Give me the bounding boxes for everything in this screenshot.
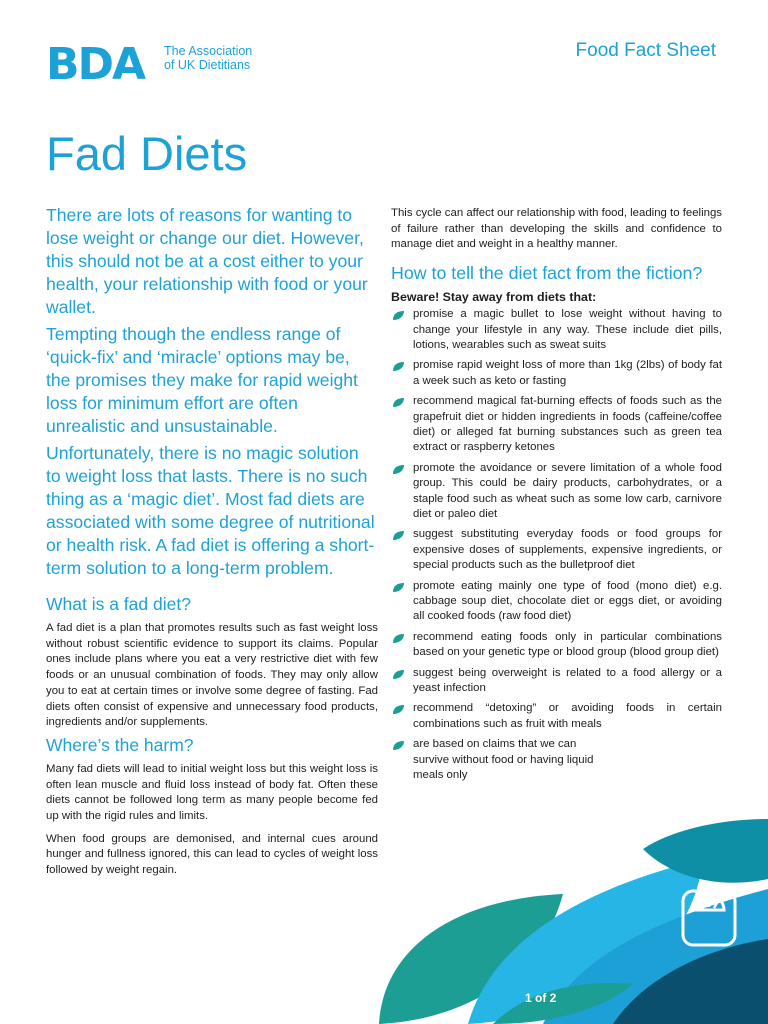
leaf-bullet-icon xyxy=(393,398,404,407)
page-number: 1 of 2 xyxy=(525,991,557,1005)
bda-tagline xyxy=(164,44,284,72)
list-item-text: recommend eating foods only in particular combinations based on your genetic type or blood group (blood group diet) xyxy=(413,630,722,659)
list-item xyxy=(391,666,722,697)
what-is-heading: What is a fad diet? xyxy=(46,594,191,614)
diet-warning-list xyxy=(391,307,722,783)
list-item xyxy=(391,579,722,625)
list-item xyxy=(391,701,722,732)
harm-heading: Where’s the harm? xyxy=(46,734,194,755)
list-item-text: promise rapid weight loss of more than 1kg (2lbs) of body fat a week such as keto or fasting xyxy=(413,359,722,387)
beware-label: Beware! Stay away from diets that: xyxy=(391,290,597,305)
list-item-text: recommend magical fat-burning effects of foods such as the grapefruit diet or hidden ingredients in foods (caffeine/coffee diet) or alleged fat burning substances such as green tea extract or raspberry ketones xyxy=(413,395,722,454)
harm-paragraph-2: When food groups are demonised, and internal cues around hunger and fullness ignored, this can lead to cycles of weight loss followed by weight regain. xyxy=(46,832,378,877)
leaf-bullet-icon xyxy=(393,634,404,643)
what-is-text: A fad diet is a plan that promotes results such as fast weight loss without robust scientific evidence to support its claims. Popular ones include plans where you eat a very restrictive diet with few foods or an unusual combination of foods. They may only allow you to eat at certain times or involve some degree of fasting. Fad diets often consist of expensive and unnecessary food products, ingredients and/or supplements. xyxy=(46,622,378,729)
intro-paragraph-2: Tempting though the endless range of ‘quick-fix’ and ‘miracle’ options may be, the promises they make for rapid weight loss for minimum effort are often unrealistic and unsustainable. xyxy=(46,324,358,436)
leaf-bullet-icon xyxy=(393,705,404,714)
list-item-text: promote the avoidance or severe limitation of a whole food group. This could be dairy products, carbohydrates, or a staple food such as wheat such as some low carb, carnivore diet or paleo diet xyxy=(413,461,722,520)
bda-tagline-line2: of UK Dietitians xyxy=(164,58,251,72)
left-column xyxy=(46,204,378,886)
harm-paragraph-1: Many fad diets will lead to initial weight loss but this weight loss is often lean muscle and fluid loss instead of body fat. Often these diets cannot be followed long term as many people become fed up with the rigid rules and limits. xyxy=(46,762,378,823)
list-item-text: suggest being overweight is related to a food allergy or a yeast infection xyxy=(413,666,722,695)
intro-paragraph-1: There are lots of reasons for wanting to lose weight or change our diet. However, this should not be at a cost either to your health, your relationship with food or your wallet. xyxy=(46,205,368,317)
intro-paragraph-3: Unfortunately, there is no magic solution to weight loss that lasts. There is no such thing as a ‘magic diet’. Most fad diets are associated with some degree of nutritional or health risk. A fad diet is offering a short-term solution to a long-term problem. xyxy=(46,443,375,578)
leaf-bullet-icon xyxy=(393,583,404,592)
bda-tagline-line1: The Association xyxy=(164,44,253,58)
tell-heading: How to tell the diet fact from the fiction? xyxy=(391,263,703,284)
page-title: Fad Diets xyxy=(46,127,248,180)
right-column xyxy=(391,206,722,788)
cycle-text: This cycle can affect our relationship with food, leading to feelings of failure rather than developing the skills and confidence to manage diet and weight in a healthy manner. xyxy=(391,207,722,251)
list-item xyxy=(391,737,597,783)
list-item xyxy=(391,630,722,661)
leaf-bullet-icon xyxy=(393,465,404,474)
bda-logo-mark xyxy=(46,39,145,90)
bda-logo-text: BDA xyxy=(46,39,145,90)
leaf-bullet-icon xyxy=(393,531,404,540)
list-item-text: suggest substituting everyday foods or food groups for expensive doses of supplements, expensive ingredients, or special products such as the bulletproof diet xyxy=(413,528,722,572)
list-item-text: recommend “detoxing” or avoiding foods in certain combinations such as fruit with meals xyxy=(413,702,722,730)
list-item xyxy=(391,527,722,573)
leaf-bullet-icon xyxy=(393,362,404,371)
list-item xyxy=(391,461,722,523)
list-item-text: promise a magic bullet to lose weight without having to change your lifestyle in any way. These include diet pills, lotions, wearables such as sweat suits xyxy=(413,308,722,351)
leaf-bullet-icon xyxy=(393,311,404,320)
list-item xyxy=(391,358,722,389)
list-item xyxy=(391,307,722,353)
leaf-bullet-icon xyxy=(393,741,404,750)
list-item xyxy=(391,394,722,456)
list-item-text: promote eating mainly one type of food (mono diet) e.g. cabbage soup diet, chocolate diet or eggs diet, or avoiding all cooked foods (raw food diet) xyxy=(413,579,722,623)
doc-type-label: Food Fact Sheet xyxy=(575,40,716,61)
list-item-text: are based on claims that we can survive without food or having liquid meals only xyxy=(413,738,594,782)
weighing-scale-icon xyxy=(680,888,738,948)
leaf-bullet-icon xyxy=(393,670,404,679)
